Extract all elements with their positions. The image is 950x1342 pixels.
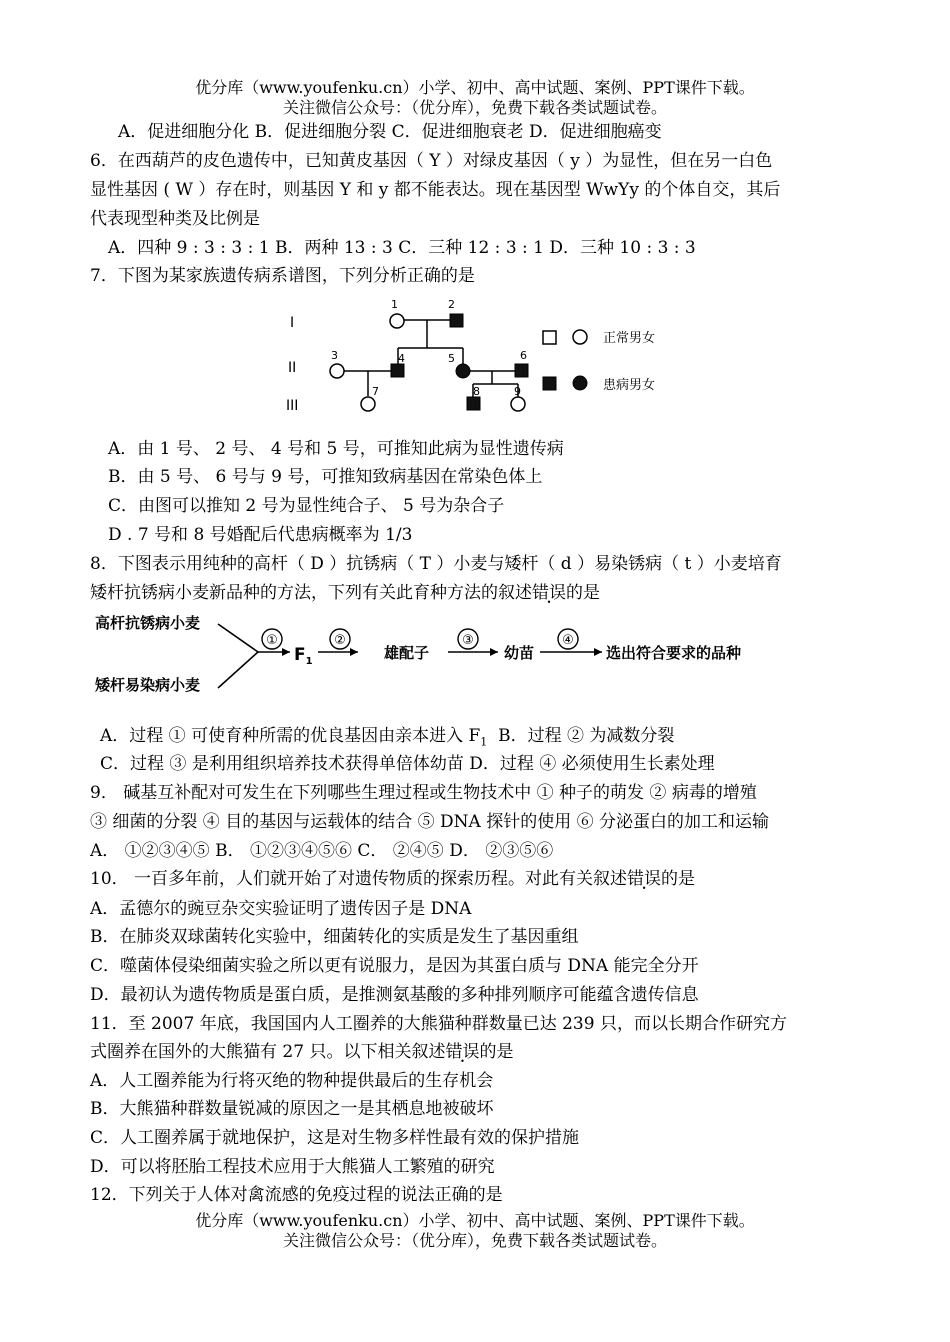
individual-3-number: 3 bbox=[331, 349, 338, 362]
q11-option-a: A．人工圈养能为行将灭绝的物种提供最后的生存机会 bbox=[90, 1071, 494, 1091]
legend-normal-female-symbol bbox=[573, 330, 587, 344]
individual-4-affected-male bbox=[391, 364, 404, 377]
legend-affected-label: 患病男女 bbox=[603, 378, 656, 393]
header-line-2: 关注微信公众号：（优分库），免费下载各类试题试卷。 bbox=[282, 98, 667, 117]
q11-line-2-pre: 式圈养在国外的大熊猫有 27 只。以下相关叙述 bbox=[90, 1042, 446, 1062]
individual-5-number: 5 bbox=[448, 352, 455, 365]
q10-emphasis-wrong: 错误 bbox=[627, 869, 662, 889]
q8-option-c-d: C．过程 ③ 是利用组织培养技术获得单倍体幼苗 D．过程 ④ 必须使用生长素处理 bbox=[100, 754, 715, 774]
seedling-node: 幼苗 bbox=[504, 644, 535, 662]
individual-7-normal-female bbox=[361, 397, 375, 411]
q9-line-1: 9． 碱基互补配对可发生在下列哪些生理过程或生物技术中 ① 种子的萌发 ② 病毒的增殖 bbox=[90, 783, 757, 803]
generation-III-label: III bbox=[286, 398, 299, 414]
q6-line-3: 代表现型种类及比例是 bbox=[90, 209, 260, 229]
individual-2-affected-male bbox=[450, 314, 463, 327]
q8-line-2 bbox=[90, 582, 600, 604]
q10-stem bbox=[90, 868, 695, 890]
pedigree-chart bbox=[280, 292, 680, 422]
parent-tall-resistant-wheat: 高杆抗锈病小麦 bbox=[95, 614, 201, 632]
individual-8-affected-male bbox=[467, 397, 480, 410]
q6-options: A．四种 9 : 3 : 3 : 1 B．两种 13 : 3 C．三种 12 : 3 : 1 D．三种 10 : 3 : 3 bbox=[108, 238, 696, 258]
q7-option-d: D . 7 号和 8 号婚配后代患病概率为 1/3 bbox=[108, 525, 413, 545]
step-3-label: ③ bbox=[462, 633, 474, 648]
individual-4-number: 4 bbox=[398, 352, 405, 365]
q8-emphasis-wrong: 错误 bbox=[532, 583, 566, 603]
q8-line-2-pre: 矮杆抗锈病小麦新品种的方法，下列有关此育种方法的叙述 bbox=[90, 583, 532, 603]
q5-options: A．促进细胞分化 B．促进细胞分裂 C．促进细胞衰老 D．促进细胞癌变 bbox=[118, 122, 662, 142]
step-2-label: ② bbox=[334, 633, 346, 648]
f1-node: $F_1$ bbox=[294, 645, 313, 667]
parent-dwarf-susceptible-wheat: 矮杆易染病小麦 bbox=[95, 676, 201, 694]
q7-stem: 7．下图为某家族遗传病系谱图，下列分析正确的是 bbox=[90, 266, 475, 286]
footer-line-1: 优分库（www.youfenku.cn）小学、初中、高中试题、案例、PPT课件下载。 bbox=[195, 1211, 755, 1230]
header-line-1: 优分库（www.youfenku.cn）小学、初中、高中试题、案例、PPT课件下载。 bbox=[195, 78, 755, 97]
male-gamete-node: 雄配子 bbox=[384, 644, 430, 662]
q10-option-b: B．在肺炎双球菌转化实验中，细菌转化的实质是发生了基因重组 bbox=[90, 927, 579, 947]
q10-stem-pre: 10． 一百多年前，人们就开始了对遗传物质的探索历程。对此有关叙述 bbox=[90, 869, 628, 889]
breeding-flowchart bbox=[90, 608, 790, 704]
individual-1-normal-female bbox=[390, 314, 404, 328]
q11-line-2 bbox=[90, 1041, 513, 1063]
q11-option-c: C．人工圈养属于就地保护，这是对生物多样性最有效的保护措施 bbox=[90, 1128, 580, 1148]
footer-line-2: 关注微信公众号：（优分库），免费下载各类试题试卷。 bbox=[282, 1231, 667, 1250]
individual-8-number: 8 bbox=[473, 385, 480, 398]
individual-1-number: 1 bbox=[391, 298, 398, 311]
individual-7-number: 7 bbox=[372, 385, 379, 398]
individual-9-normal-female bbox=[511, 397, 525, 411]
q10-option-c: C．噬菌体侵染细菌实验之所以更有说服力，是因为其蛋白质与 DNA 能完全分开 bbox=[90, 956, 699, 976]
q8-option-a-sub: 1 bbox=[480, 735, 488, 749]
individual-5-affected-female bbox=[456, 364, 470, 378]
individual-6-affected-male bbox=[515, 364, 528, 377]
q8-option-b: B．过程 ② 为减数分裂 bbox=[487, 726, 675, 746]
generation-II-label: II bbox=[288, 360, 297, 376]
q8-option-a-b bbox=[100, 725, 674, 753]
legend-affected-female-symbol bbox=[573, 376, 587, 390]
q11-emphasis-wrong: 错误 bbox=[445, 1042, 480, 1062]
q7-option-c: C．由图可以推知 2 号为显性纯合子、 5 号为杂合子 bbox=[108, 496, 505, 516]
step-1-label: ① bbox=[266, 633, 278, 648]
q12-stem: 12．下列关于人体对禽流感的免疫过程的说法正确的是 bbox=[90, 1185, 503, 1205]
individual-3-normal-female bbox=[330, 364, 344, 378]
individual-6-number: 6 bbox=[520, 349, 527, 362]
step-4-label: ④ bbox=[562, 633, 574, 648]
q11-line-1: 11．至 2007 年底，我国国内人工圈养的大熊猫种群数量已达 239 只，而以长期合作研究方 bbox=[90, 1014, 787, 1034]
q6-line-1: 6．在西葫芦的皮色遗传中，已知黄皮基因（ Y ）对绿皮基因（ y ）为显性，但在另一白色 bbox=[90, 151, 773, 171]
generation-I-label: I bbox=[290, 315, 295, 331]
selection-node: 选出符合要求的品种 bbox=[606, 644, 742, 662]
q6-line-2: 显性基因 ( W ）存在时，则基因 Y 和 y 都不能表达。现在基因型 WwYy 的个体自交，其后 bbox=[90, 180, 781, 200]
legend-normal-label: 正常男女 bbox=[603, 331, 656, 346]
q7-option-a: A．由 1 号、 2 号、 4 号和 5 号，可推知此病为显性遗传病 bbox=[108, 439, 564, 459]
q11-option-d: D．可以将胚胎工程技术应用于大熊猫人工繁殖的研究 bbox=[90, 1157, 495, 1177]
q9-options: A． ①②③④⑤ B． ①②③④⑤⑥ C． ②④⑤ D． ②③⑤⑥ bbox=[90, 841, 554, 861]
individual-9-number: 9 bbox=[514, 385, 521, 398]
q10-option-d: D．最初认为遗传物质是蛋白质，是推测氨基酸的多种排列顺序可能蕴含遗传信息 bbox=[90, 985, 699, 1005]
q8-line-1: 8．下图表示用纯种的高杆（ D ）抗锈病（ T ）小麦与矮杆（ d ）易染锈病（ t ）小麦培育 bbox=[90, 554, 782, 574]
q10-stem-post: 的是 bbox=[661, 869, 696, 889]
q11-line-2-post: 的是 bbox=[479, 1042, 514, 1062]
legend-affected-male-symbol bbox=[543, 377, 556, 390]
q10-option-a: A．孟德尔的豌豆杂交实验证明了遗传因子是 DNA bbox=[90, 899, 472, 919]
q8-line-2-post: 的是 bbox=[566, 583, 600, 603]
q7-option-b: B．由 5 号、 6 号与 9 号，可推知致病基因在常染色体上 bbox=[108, 467, 543, 487]
q11-option-b: B．大熊猫种群数量锐减的原因之一是其栖息地被破坏 bbox=[90, 1099, 494, 1119]
q9-line-2: ③ 细菌的分裂 ④ 目的基因与运载体的结合 ⑤ DNA 探针的使用 ⑥ 分泌蛋白的加工和运输 bbox=[90, 812, 770, 832]
q8-option-a: A．过程 ① 可使育种所需的优良基因由亲本进入 F bbox=[100, 726, 481, 746]
legend-normal-male-symbol bbox=[543, 331, 556, 344]
individual-2-number: 2 bbox=[448, 298, 455, 311]
